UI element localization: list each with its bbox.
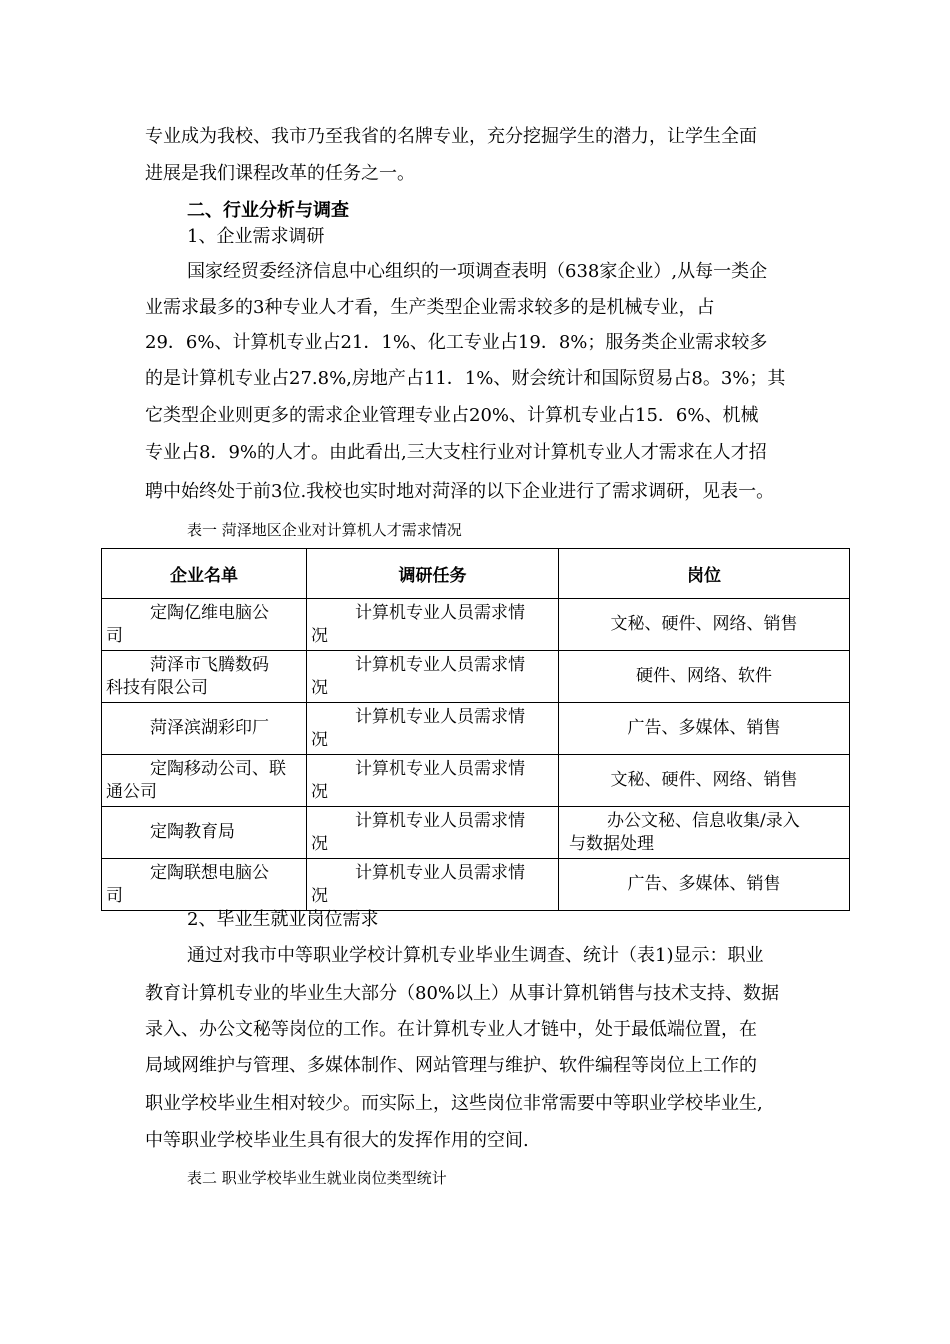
company-cell: 定陶移动公司、联 通公司 [102, 755, 307, 807]
table-header-row [102, 549, 850, 599]
subsection-heading: 2、毕业生就业岗位需求 [187, 909, 379, 930]
table-row [102, 755, 850, 807]
paragraph-line: 聘中始终处于前3位.我校也实时地对菏泽的以下企业进行了需求调研，见表一。 [145, 481, 775, 502]
table2-caption: 表二 职业学校毕业生就业岗位类型统计 [187, 1169, 447, 1187]
column-header-post: 岗位 [559, 549, 850, 599]
post-cell: 文秘、硬件、网络、销售 [559, 599, 850, 651]
table-row [102, 703, 850, 755]
paragraph-line: 它类型企业则更多的需求企业管理专业占20%、计算机专业占15．6%、机械 [145, 405, 759, 426]
task-cell: 计算机专业人员需求情 况 [307, 651, 559, 703]
column-header-task: 调研任务 [307, 549, 559, 599]
paragraph-line: 局域网维护与管理、多媒体制作、网站管理与维护、软件编程等岗位上工作的 [145, 1055, 757, 1076]
post-cell: 文秘、硬件、网络、销售 [559, 755, 850, 807]
demand-table [101, 548, 850, 911]
paragraph-line: 业需求最多的3种专业人才看，生产类型企业需求较多的是机械专业，占 [145, 297, 715, 318]
company-cell: 定陶教育局 [102, 807, 307, 859]
post-cell: 广告、多媒体、销售 [559, 859, 850, 911]
table-row [102, 651, 850, 703]
task-cell: 计算机专业人员需求情 况 [307, 703, 559, 755]
post-cell: 办公文秘、信息收集/录入 与数据处理 [559, 807, 850, 859]
task-cell: 计算机专业人员需求情 况 [307, 755, 559, 807]
company-cell: 菏泽滨湖彩印厂 [102, 703, 307, 755]
column-header-company: 企业名单 [102, 549, 307, 599]
paragraph-line: 通过对我市中等职业学校计算机专业毕业生调查、统计（表1)显示：职业 [187, 945, 764, 966]
paragraph-line: 职业学校毕业生相对较少。而实际上，这些岗位非常需要中等职业学校毕业生, [145, 1093, 763, 1114]
task-cell: 计算机专业人员需求情 况 [307, 807, 559, 859]
company-cell: 定陶联想电脑公 司 [102, 859, 307, 911]
post-cell: 广告、多媒体、销售 [559, 703, 850, 755]
paragraph-line: 中等职业学校毕业生具有很大的发挥作用的空间. [145, 1130, 529, 1151]
table1-caption: 表一 菏泽地区企业对计算机人才需求情况 [187, 521, 462, 539]
company-cell: 菏泽市飞腾数码 科技有限公司 [102, 651, 307, 703]
paragraph-line: 教育计算机专业的毕业生大部分（80%以上）从事计算机销售与技术支持、数据 [145, 983, 780, 1004]
table-row [102, 859, 850, 911]
company-cell: 定陶亿维电脑公 司 [102, 599, 307, 651]
post-cell: 硬件、网络、软件 [559, 651, 850, 703]
task-cell: 计算机专业人员需求情 况 [307, 859, 559, 911]
paragraph-line: 国家经贸委经济信息中心组织的一项调查表明（638家企业）,从每一类企 [187, 261, 768, 282]
paragraph-line: 进展是我们课程改革的任务之一。 [145, 163, 415, 184]
table-row [102, 807, 850, 859]
section-heading: 二、行业分析与调查 [187, 200, 349, 221]
paragraph-line: 专业成为我校、我市乃至我省的名牌专业，充分挖掘学生的潜力，让学生全面 [145, 126, 757, 147]
paragraph-line: 专业占8．9%的人才。由此看出,三大支柱行业对计算机专业人才需求在人才招 [145, 442, 767, 463]
subsection-heading: 1、企业需求调研 [187, 226, 325, 247]
paragraph-line: 的是计算机专业占27.8%,房地产占11．1%、财会统计和国际贸易占8。3%；其 [145, 368, 786, 389]
table-row [102, 599, 850, 651]
paragraph-line: 29．6%、计算机专业占21．1%、化工专业占19．8%；服务类企业需求较多 [145, 332, 768, 353]
paragraph-line: 录入、办公文秘等岗位的工作。在计算机专业人才链中，处于最低端位置，在 [145, 1019, 757, 1040]
task-cell: 计算机专业人员需求情 况 [307, 599, 559, 651]
